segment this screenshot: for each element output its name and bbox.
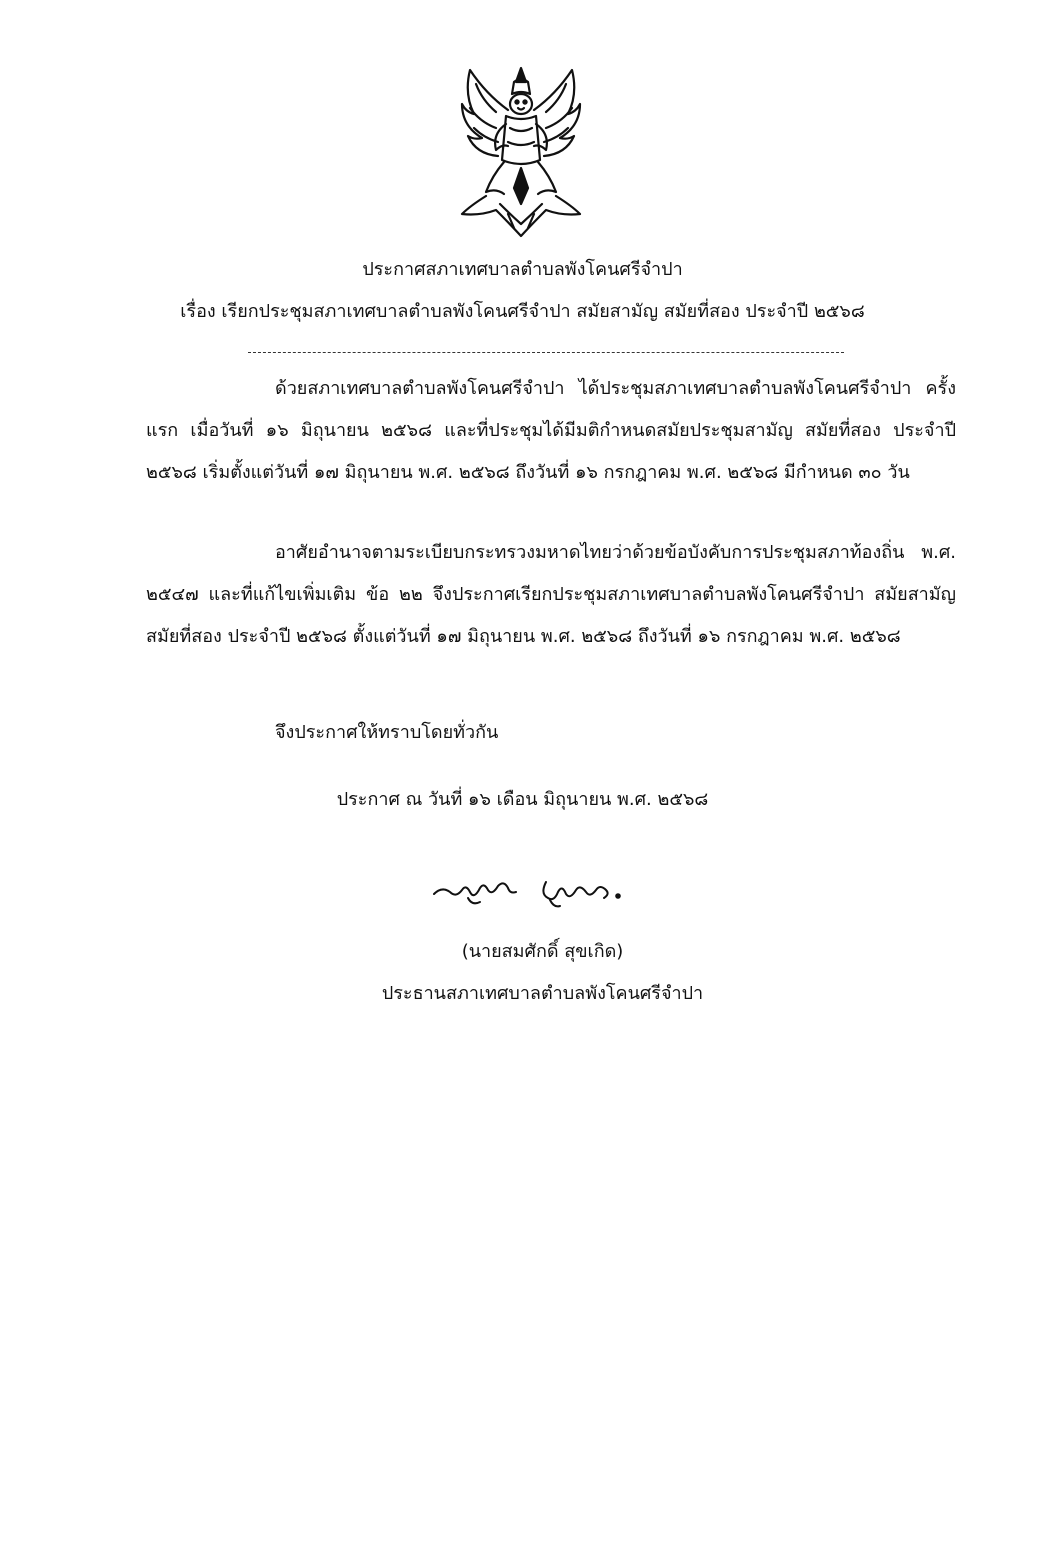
- handwritten-signature-icon: [428, 872, 628, 910]
- announcement-date: ประกาศ ณ วันที่ ๑๖ เดือน มิถุนายน พ.ศ. ๒๕๖๘: [336, 789, 709, 810]
- signer-name: (นายสมศักดิ์ สุขเกิด): [461, 941, 624, 962]
- body-paragraph-1: ด้วยสภาเทศบาลตำบลพังโคนศรีจำปา ได้ประชุมสภาเทศบาลตำบลพังโคนศรีจำปา ครั้งแรก เมื่อวันที่ ๑๖ มิถุนายน ๒๕๖๘ และที่ประชุมได้มีมติกำหนดสมัยประชุมสามัญ สมัยที่สอง ประจำปี ๒๕๖๘ เริ่มตั้งแต่วันที่ ๑๗ มิถุนายน พ.ศ. ๒๕๖๘ ถึงวันที่ ๑๖ กรกฎาคม พ.ศ. ๒๕๖๘ มีกำหนด ๓๐ วัน: [146, 378, 956, 483]
- body-paragraph-2: อาศัยอำนาจตามระเบียบกระทรวงมหาดไทยว่าด้วยข้อบังคับการประชุมสภาท้องถิ่น พ.ศ. ๒๕๔๗ และที่แก้ไขเพิ่มเติม ข้อ ๒๒ จึงประกาศเรียกประชุมสภาเทศบาลตำบลพังโคนศรีจำปา สมัยสามัญ สมัยที่สอง ประจำปี ๒๕๖๘ ตั้งแต่วันที่ ๑๗ มิถุนายน พ.ศ. ๒๕๖๘ ถึงวันที่ ๑๖ กรกฎาคม พ.ศ. ๒๕๖๘: [146, 542, 956, 647]
- announcement-subject: เรื่อง เรียกประชุมสภาเทศบาลตำบลพังโคนศรีจำปา สมัยสามัญ สมัยที่สอง ประจำปี ๒๕๖๘: [180, 301, 865, 322]
- dashed-divider: [248, 352, 844, 353]
- announcement-title: ประกาศสภาเทศบาลตำบลพังโคนศรีจำปา: [362, 259, 683, 280]
- closing-statement: จึงประกาศให้ทราบโดยทั่วกัน: [275, 722, 499, 743]
- garuda-emblem-icon: [456, 64, 586, 240]
- signer-position: ประธานสภาเทศบาลตำบลพังโคนศรีจำปา: [381, 983, 704, 1004]
